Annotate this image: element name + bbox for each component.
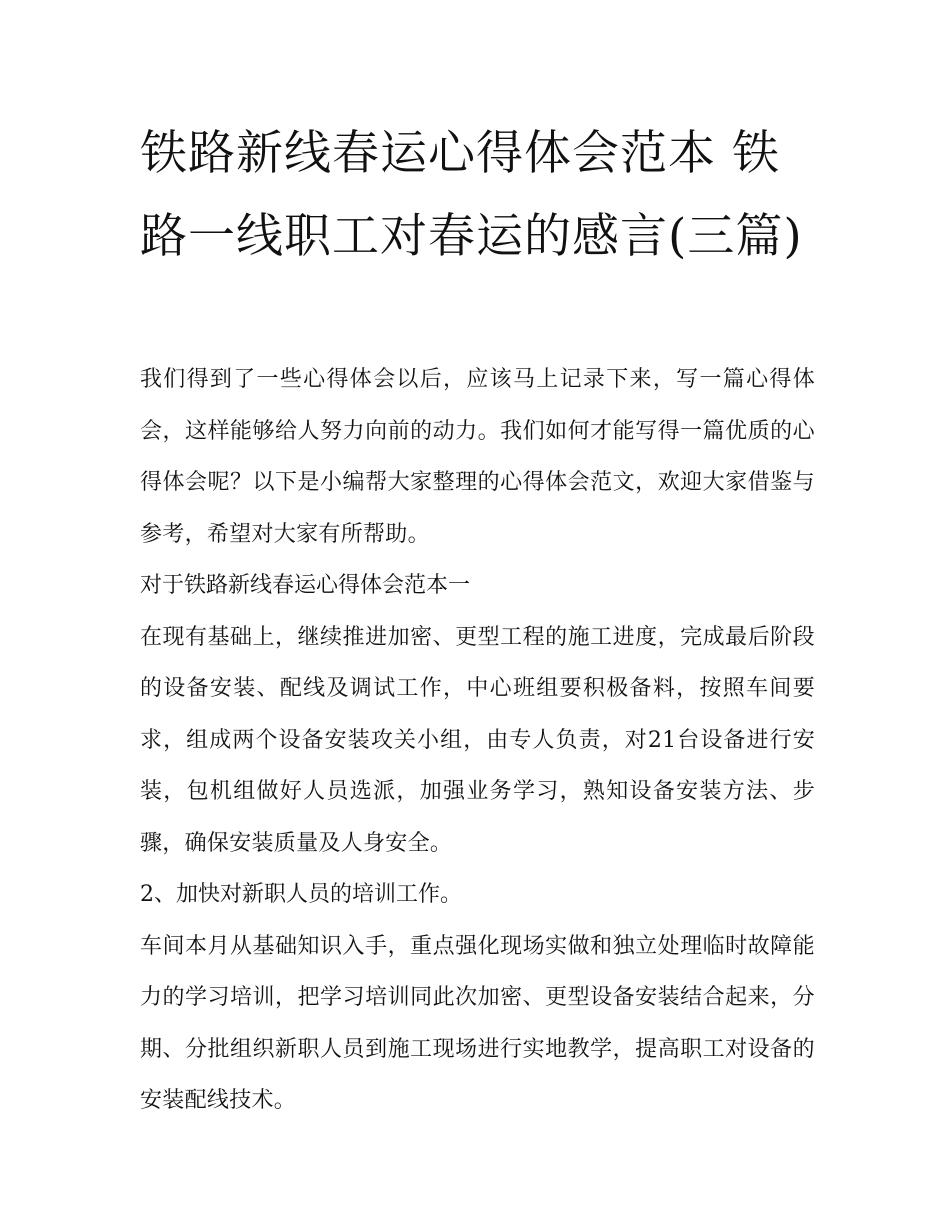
paragraph-1: 在现有基础上，继续推进加密、更型工程的施工进度，完成最后阶段的设备安装、配线及调试工作，中心班组要积极备料，按照车间要求，组成两个设备安装攻关小组，由专人负责，对21台设备进行安装，包机组做好人员选派，加强业务学习，熟知设备安装方法、步骤，确保安装质量及人身安全。 [140,624,815,856]
document-body [140,354,815,1127]
section-heading: 对于铁路新线春运心得体会范本一 [140,573,471,598]
intro-paragraph: 我们得到了一些心得体会以后，应该马上记录下来，写一篇心得体会，这样能够给人努力向前的动力。我们如何才能写得一篇优质的心得体会呢？以下是小编帮大家整理的心得体会范文，欢迎大家借鉴与参考，希望对大家有所帮助。 [140,367,815,547]
paragraph-2: 车间本月从基础知识入手，重点强化现场实做和独立处理临时故障能力的学习培训，把学习培训同此次加密、更型设备安装结合起来，分期、分批组织新职人员到施工现场进行实地教学，提高职工对设备的安装配线技术。 [140,933,815,1113]
item-2-heading: 2、加快对新职人员的培训工作。 [140,882,462,907]
document-title: 铁路新线春运心得体会范本 铁路一线职工对春运的感言(三篇) [140,126,803,264]
